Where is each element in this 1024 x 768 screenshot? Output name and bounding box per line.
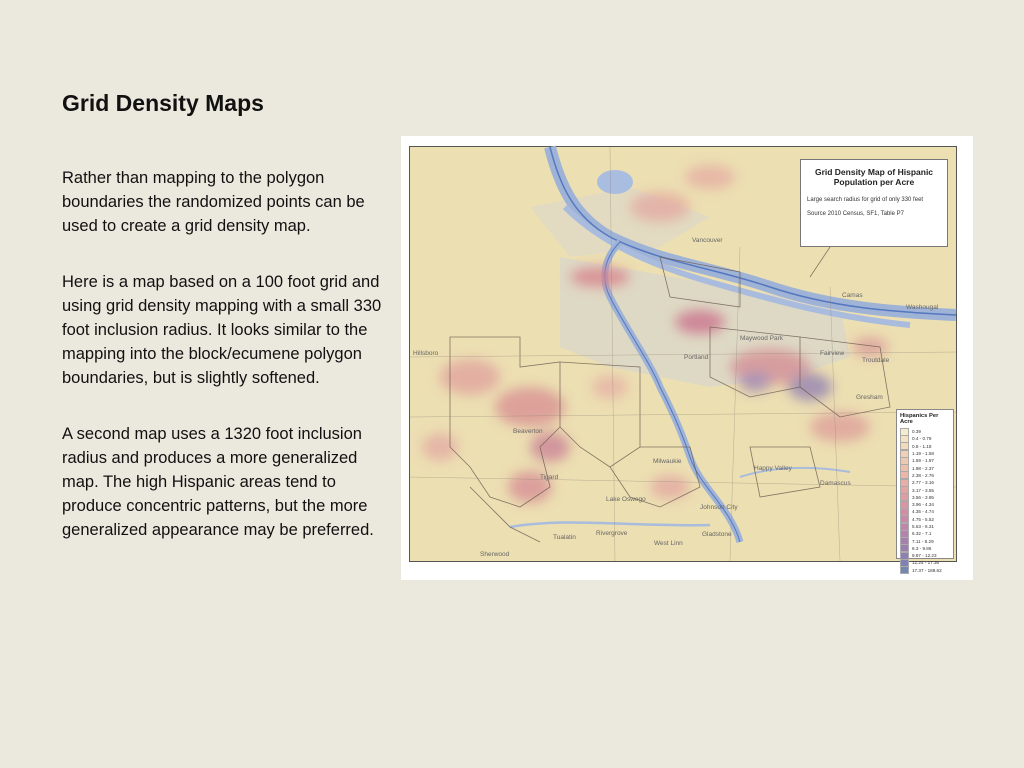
legend-label: 0.4 - 0.79 bbox=[912, 436, 932, 442]
legend-label: 8.3 - 9.86 bbox=[912, 545, 932, 551]
legend-label: 4.35 - 4.74 bbox=[912, 509, 934, 515]
map-legend bbox=[896, 409, 954, 573]
place-label: Beaverton bbox=[513, 428, 543, 435]
legend-label: 4.75 - 5.52 bbox=[912, 516, 934, 522]
place-label: Johnson City bbox=[700, 504, 738, 511]
place-label: Washougal bbox=[906, 304, 939, 311]
legend-label: 3.56 - 3.95 bbox=[912, 494, 934, 500]
legend-title: Hispanics Per Acre bbox=[900, 413, 939, 425]
place-label: Tigard bbox=[540, 474, 559, 481]
place-label: Milwaukie bbox=[653, 458, 682, 465]
place-label: Damascus bbox=[820, 480, 851, 487]
slide-body bbox=[62, 166, 384, 574]
legend-label: 3.96 - 4.34 bbox=[912, 502, 934, 508]
legend-item bbox=[900, 567, 950, 574]
legend-label: 3.17 - 3.55 bbox=[912, 487, 934, 493]
paragraph-3: A second map uses a 1320 foot inclusion radius and produces a more generalized map. The high Hispanic areas tend to produce concentric patterns, but the more generalized appearance may be preferred. bbox=[62, 425, 374, 539]
legend-label: 1.19 - 1.58 bbox=[912, 451, 934, 457]
place-label: Rivergrove bbox=[596, 530, 628, 537]
slide-title: Grid Density Maps bbox=[62, 90, 264, 116]
place-label: Troutdale bbox=[862, 357, 890, 364]
legend-label: 6.32 - 7.1 bbox=[912, 531, 932, 537]
legend-label: 9.87 - 12.23 bbox=[912, 553, 937, 559]
map-source: Source 2010 Census, SF1, Table P7 bbox=[807, 211, 904, 217]
place-label: Gladstone bbox=[702, 531, 732, 538]
place-label: West Linn bbox=[654, 540, 683, 547]
legend-label: 0.8 - 1.18 bbox=[912, 443, 932, 449]
place-label: Maywood Park bbox=[740, 335, 783, 342]
place-label: Tualatin bbox=[553, 534, 576, 541]
legend-label: 2.38 - 2.76 bbox=[912, 472, 934, 478]
legend-swatch bbox=[900, 566, 909, 574]
place-label: Sherwood bbox=[480, 551, 510, 558]
map-figure bbox=[401, 136, 973, 580]
map-title: Grid Density Map of Hispanic Population per Acre bbox=[814, 167, 934, 187]
density-map bbox=[409, 146, 957, 573]
place-label: Gresham bbox=[856, 394, 883, 401]
legend-label: 1.98 - 2.37 bbox=[912, 465, 934, 471]
place-label: Camas bbox=[842, 292, 863, 299]
legend-label: 17.37 - 188.62 bbox=[912, 567, 942, 573]
place-label: Happy Valley bbox=[754, 465, 792, 472]
legend-label: 5.53 - 6.31 bbox=[912, 524, 934, 529]
paragraph-1: Rather than mapping to the polygon boundaries the randomized points can be used to create a grid density map. bbox=[62, 169, 365, 235]
legend-label: 0.39 bbox=[912, 429, 921, 435]
legend-label: 7.11 - 8.29 bbox=[912, 538, 934, 544]
place-label: Portland bbox=[684, 354, 709, 361]
paragraph-2: Here is a map based on a 100 foot grid and using grid density mapping with a small 330 foot inclusion radius. It looks similar to the mapping into the block/ecumene polygon boundaries, but is slightly softened. bbox=[62, 273, 382, 387]
place-label: Lake Oswego bbox=[606, 496, 646, 503]
legend-label: 2.77 - 3.16 bbox=[912, 480, 934, 486]
place-label: Hillsboro bbox=[413, 350, 439, 357]
legend-label: 12.24 - 17.36 bbox=[912, 560, 940, 566]
map-title-box bbox=[800, 159, 948, 247]
place-label: Vancouver bbox=[692, 237, 723, 244]
map-note: Large search radius for grid of only 330 feet bbox=[807, 197, 924, 203]
legend-label: 1.59 - 1.97 bbox=[912, 458, 934, 464]
legend-rows bbox=[900, 428, 950, 574]
place-label: Fairview bbox=[820, 350, 845, 357]
